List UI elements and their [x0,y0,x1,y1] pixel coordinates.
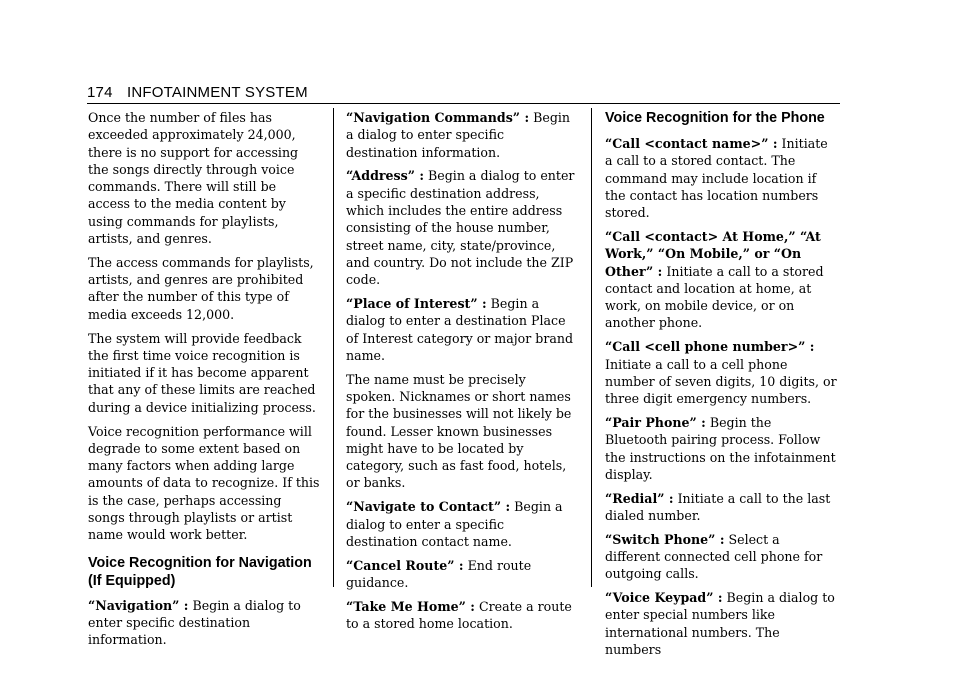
command-term: “Pair Phone” : [605,414,706,430]
command-term: “Call <cell phone number>” : [605,339,815,355]
command-call-number [605,338,837,407]
command-description: Begin a dialog to enter a specific destination contact name. [346,499,563,549]
paragraph-access-commands: The access commands for playlists, artists, and genres are prohibited after the number of this type of media exceeds 12,000. [88,254,314,322]
command-term: “Call <contact name>” : [605,136,778,151]
command-term: “Call <contact> At Home,” “At Work,” “On Mobile,” or “On Other” : [605,228,821,279]
paragraph-file-limit: Once the number of files has exceeded approximately 24,000, there is no support for accessing the songs directly through voice commands. There will still be access to the media content by using commands for playlists, artists, and genres. [88,110,299,247]
command-description: Begin a dialog to enter specific destination information. [88,597,301,648]
command-description: Begin a dialog to enter a specific destination address, which includes the entire address consisting of the house number, street name, city, state/province, and country. Do not include the ZIP code. [346,168,575,288]
command-navigation-commands [346,109,578,161]
column-3 [605,109,837,665]
command-description: Initiate a call to a stored contact. The command may include location if the contact has location numbers stored. [605,136,828,221]
command-call-contact [605,135,837,221]
command-term: “Redial” : [605,490,674,506]
command-term: “Cancel Route” : [346,557,464,573]
command-description: Create a route to a stored home location. [346,598,572,632]
heading-voice-phone: Voice Recognition for the Phone [605,110,825,126]
command-description: End route guidance. [346,557,532,590]
command-term: “Navigation” : [88,597,189,613]
command-term: “Place of Interest” : [346,295,487,311]
command-navigate-to-contact [346,498,578,550]
heading-voice-navigation: Voice Recognition for Navigation (If Equipped) [88,554,312,589]
command-description: Begin the Bluetooth pairing process. Follow the instructions on the infotainment display. [605,414,836,482]
command-description: Initiate a call to the last dialed number. [605,490,831,523]
command-description: Initiate a call to a cell phone number of seven digits, 10 digits, or three digit emergency numbers. [605,356,837,407]
command-call-contact-location [605,228,837,332]
command-description: Begin a dialog to enter specific destination information. [346,110,571,160]
command-address [346,167,578,288]
command-term: “Switch Phone” : [605,531,725,547]
command-cancel-route [346,557,578,592]
header-rule [87,103,840,104]
command-navigation [88,597,320,649]
command-term: “Voice Keypad” : [605,590,723,606]
paragraph-performance: Voice recognition performance will degrade to some extent based on many factors when adding large amounts of data to recognize. If this is the case, perhaps accessing songs through playlists or artist name would work better. [88,423,320,543]
command-term: “Address” : [346,168,424,184]
paragraph-name-spoken: The name must be precisely spoken. Nicknames or short names for the businesses will not likely be found. Lesser known businesses might have to be located by category, such as fast food, hotels, or banks. [346,371,572,491]
command-switch-phone [605,531,837,583]
command-description: Select a different connected cell phone for outgoing calls. [605,531,823,582]
command-redial [605,490,837,525]
command-take-me-home [346,598,578,633]
command-description: Begin a dialog to enter special numbers like international numbers. The numbers [605,590,835,658]
command-term: “Take Me Home” : [346,598,475,614]
command-description: Initiate a call to a stored contact and location at home, at work, on mobile device, or on another phone. [605,263,824,331]
command-term: “Navigate to Contact” : [346,499,511,515]
column-2 [346,109,578,639]
column-1 [88,109,320,655]
paragraph-feedback: The system will provide feedback the first time voice recognition is initiated if it has become apparent that any of these limits are reached during a device initializing process. [88,330,316,415]
page-number: 174 [87,84,113,101]
command-pair-phone [605,414,837,483]
column-divider [591,108,592,587]
command-description: Begin a dialog to enter a destination Place of Interest category or major brand name. [346,295,574,363]
section-title: INFOTAINMENT SYSTEM [127,84,308,101]
command-term: “Navigation Commands” : [346,110,530,125]
command-voice-keypad [605,589,837,658]
command-place-of-interest [346,295,578,364]
column-divider [333,108,334,587]
page-header [87,84,308,101]
